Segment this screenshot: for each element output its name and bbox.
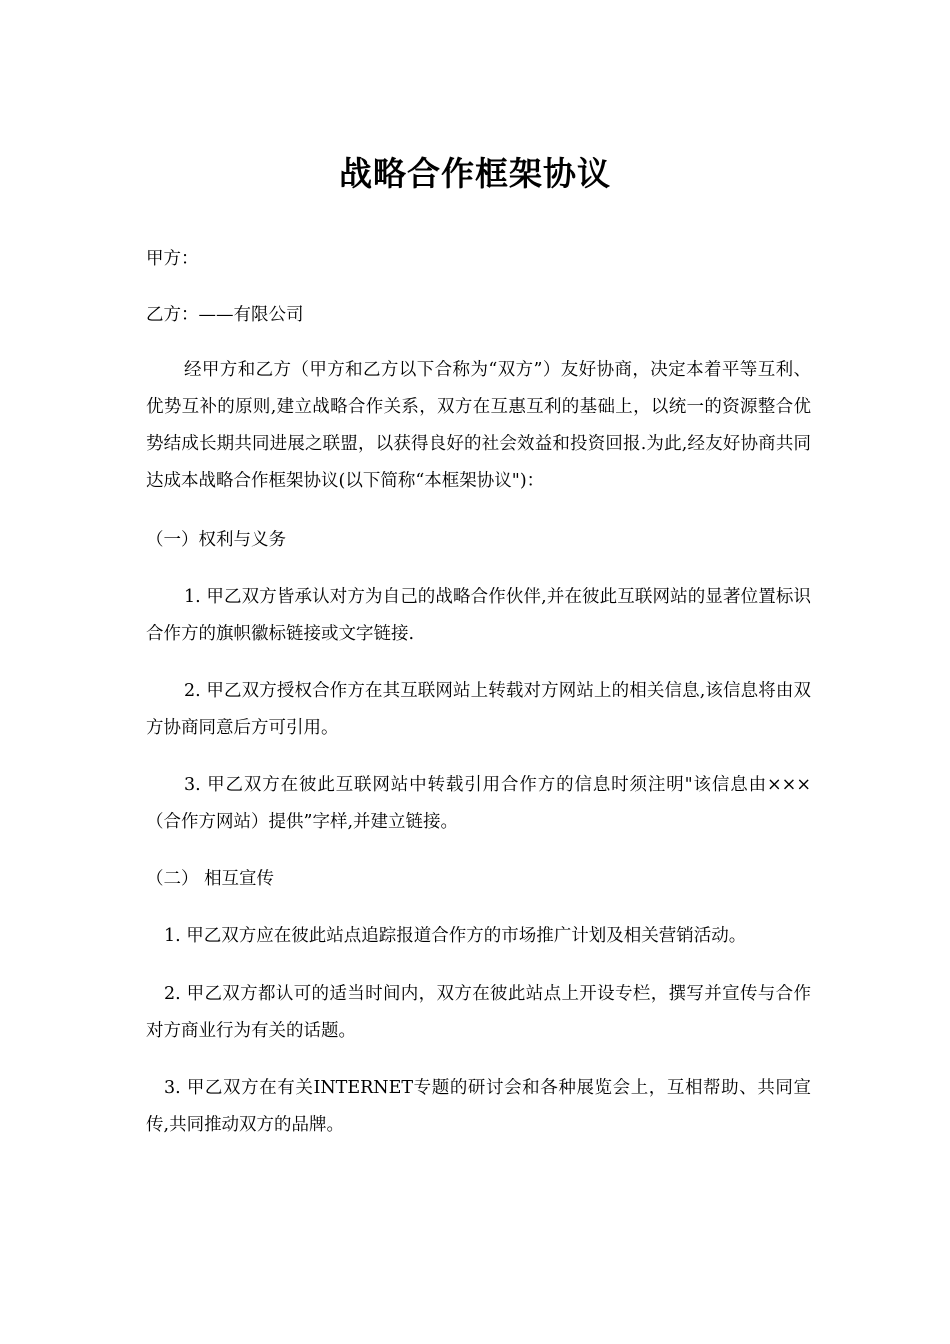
intro-paragraph: 经甲方和乙方（甲方和乙方以下合称为“双方”）友好协商，决定本着平等互利、优势互补的原则,建立战略合作关系，双方在互惠互利的基础上，以统一的资源整合优势结成长期共同进展之联盟，以获得良好的社会效益和投资回报.为此,经友好协商共同达成本战略合作框架协议(以下简称“本框架协议")： bbox=[146, 360, 811, 491]
section-2-heading: （二） 相互宣传 bbox=[146, 869, 275, 889]
section-2-item-1: 1. 甲乙双方应在彼此站点追踪报道合作方的市场推广计划及相关营销活动。 bbox=[164, 926, 747, 946]
section-1-heading: （一）权利与义务 bbox=[146, 530, 286, 550]
section-2-item-3: 3. 甲乙双方在有关INTERNET专题的研讨会和各种展览会上，互相帮助、共同宣传,共同推动双方的品牌。 bbox=[146, 1078, 811, 1135]
document-title: 战略合作框架协议 bbox=[339, 154, 611, 193]
section-1-item-1: 1. 甲乙双方皆承认对方为自己的战略合作伙伴,并在彼此互联网站的显著位置标识合作方的旗帜徽标链接或文字链接. bbox=[146, 587, 811, 644]
section-1-item-3: 3. 甲乙双方在彼此互联网站中转载引用合作方的信息时须注明"该信息由×××（合作方网站）提供”字样,并建立链接。 bbox=[146, 775, 811, 832]
section-2-item-2: 2. 甲乙双方都认可的适当时间内，双方在彼此站点上开设专栏，撰写并宣传与合作对方商业行为有关的话题。 bbox=[146, 984, 811, 1041]
section-1-item-2: 2. 甲乙双方授权合作方在其互联网站上转载对方网站上的相关信息,该信息将由双方协商同意后方可引用。 bbox=[146, 681, 811, 738]
party-a-line: 甲方： bbox=[146, 249, 199, 269]
party-b-line: 乙方：——有限公司 bbox=[146, 305, 304, 325]
